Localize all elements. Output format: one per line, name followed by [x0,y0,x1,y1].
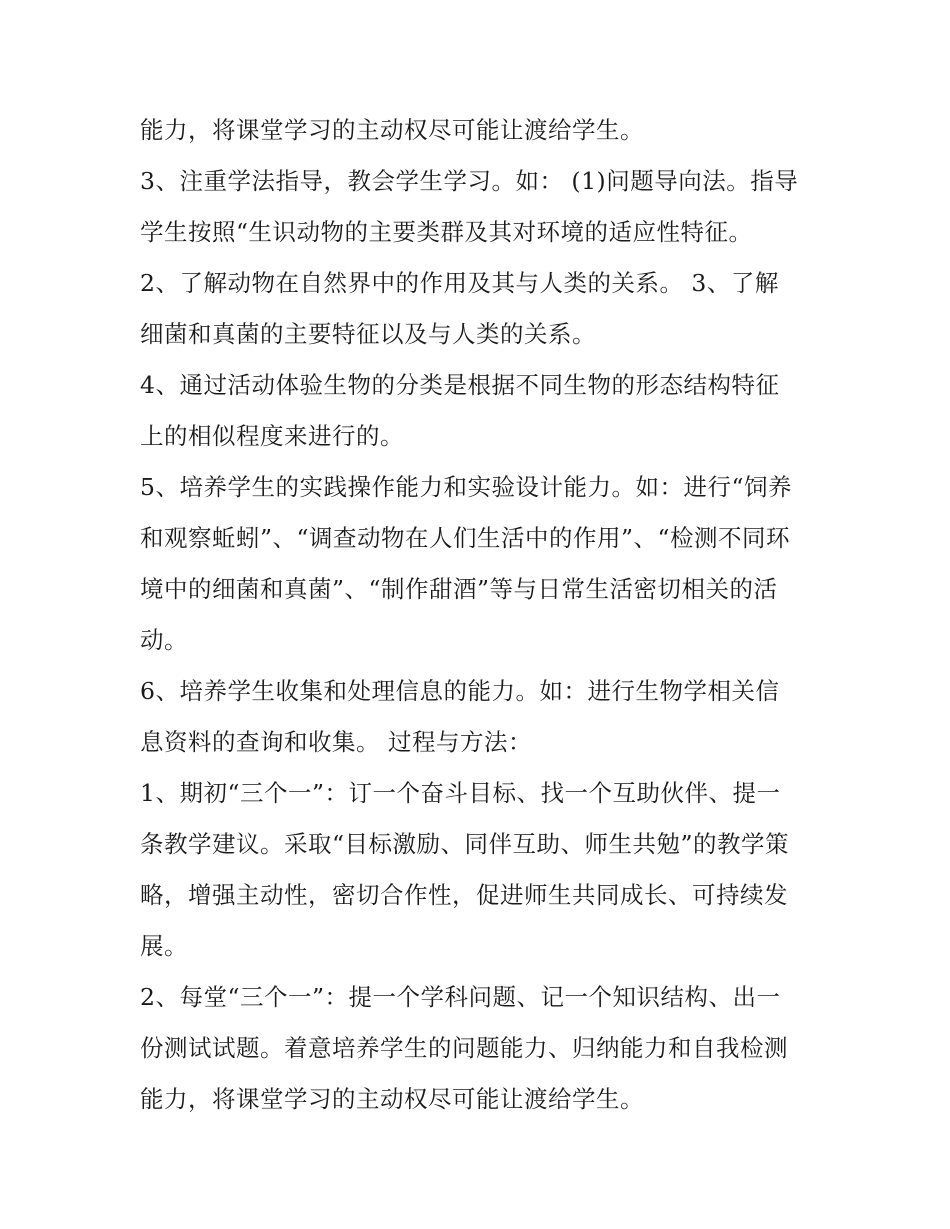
text-line: 4、通过活动体验生物的分类是根据不同生物的形态结构特征 [140,371,780,399]
text-line: 能力，将课堂学习的主动权尽可能让渡给学生。 [140,1085,644,1113]
text-line: 学生按照“生识动物的主要类群及其对环境的适应性特征。 [140,218,753,246]
text-line: 3、注重学法指导，教会学生学习。如： (1)问题导向法。指导 [140,167,799,195]
text-line: 2、了解动物在自然界中的作用及其与人类的关系。 3、了解 [140,269,779,297]
text-line: 动。 [140,626,188,654]
text-line: 6、培养学生收集和处理信息的能力。如：进行生物学相关信 [140,677,780,705]
text-line: 条教学建议。采取“目标激励、同伴互助、师生共勉”的教学策 [140,830,790,858]
text-line: 和观察蚯蚓”、“调查动物在人们生活中的作用”、“检测不同环 [140,524,791,552]
document-body [140,105,820,1125]
text-line: 份测试试题。着意培养学生的问题能力、归纳能力和自我检测 [140,1034,788,1062]
text-line: 1、期初“三个一”：订一个奋斗目标、找一个互助伙伴、提一 [140,779,781,807]
text-line: 展。 [140,932,188,960]
text-line: 5、培养学生的实践操作能力和实验设计能力。如：进行“饲养 [140,473,792,501]
text-line: 能力，将课堂学习的主动权尽可能让渡给学生。 [140,116,644,144]
text-line: 上的相似程度来进行的。 [140,422,404,450]
text-line: 境中的细菌和真菌”、“制作甜酒”等与日常生活密切相关的活 [140,575,778,603]
text-line: 息资料的查询和收集。 过程与方法： [140,728,532,756]
text-line: 细菌和真菌的主要特征以及与人类的关系。 [140,320,596,348]
text-line: 略，增强主动性，密切合作性，促进师生共同成长、可持续发 [140,881,788,909]
text-line: 2、每堂“三个一”：提一个学科问题、记一个知识结构、出一 [140,983,781,1011]
